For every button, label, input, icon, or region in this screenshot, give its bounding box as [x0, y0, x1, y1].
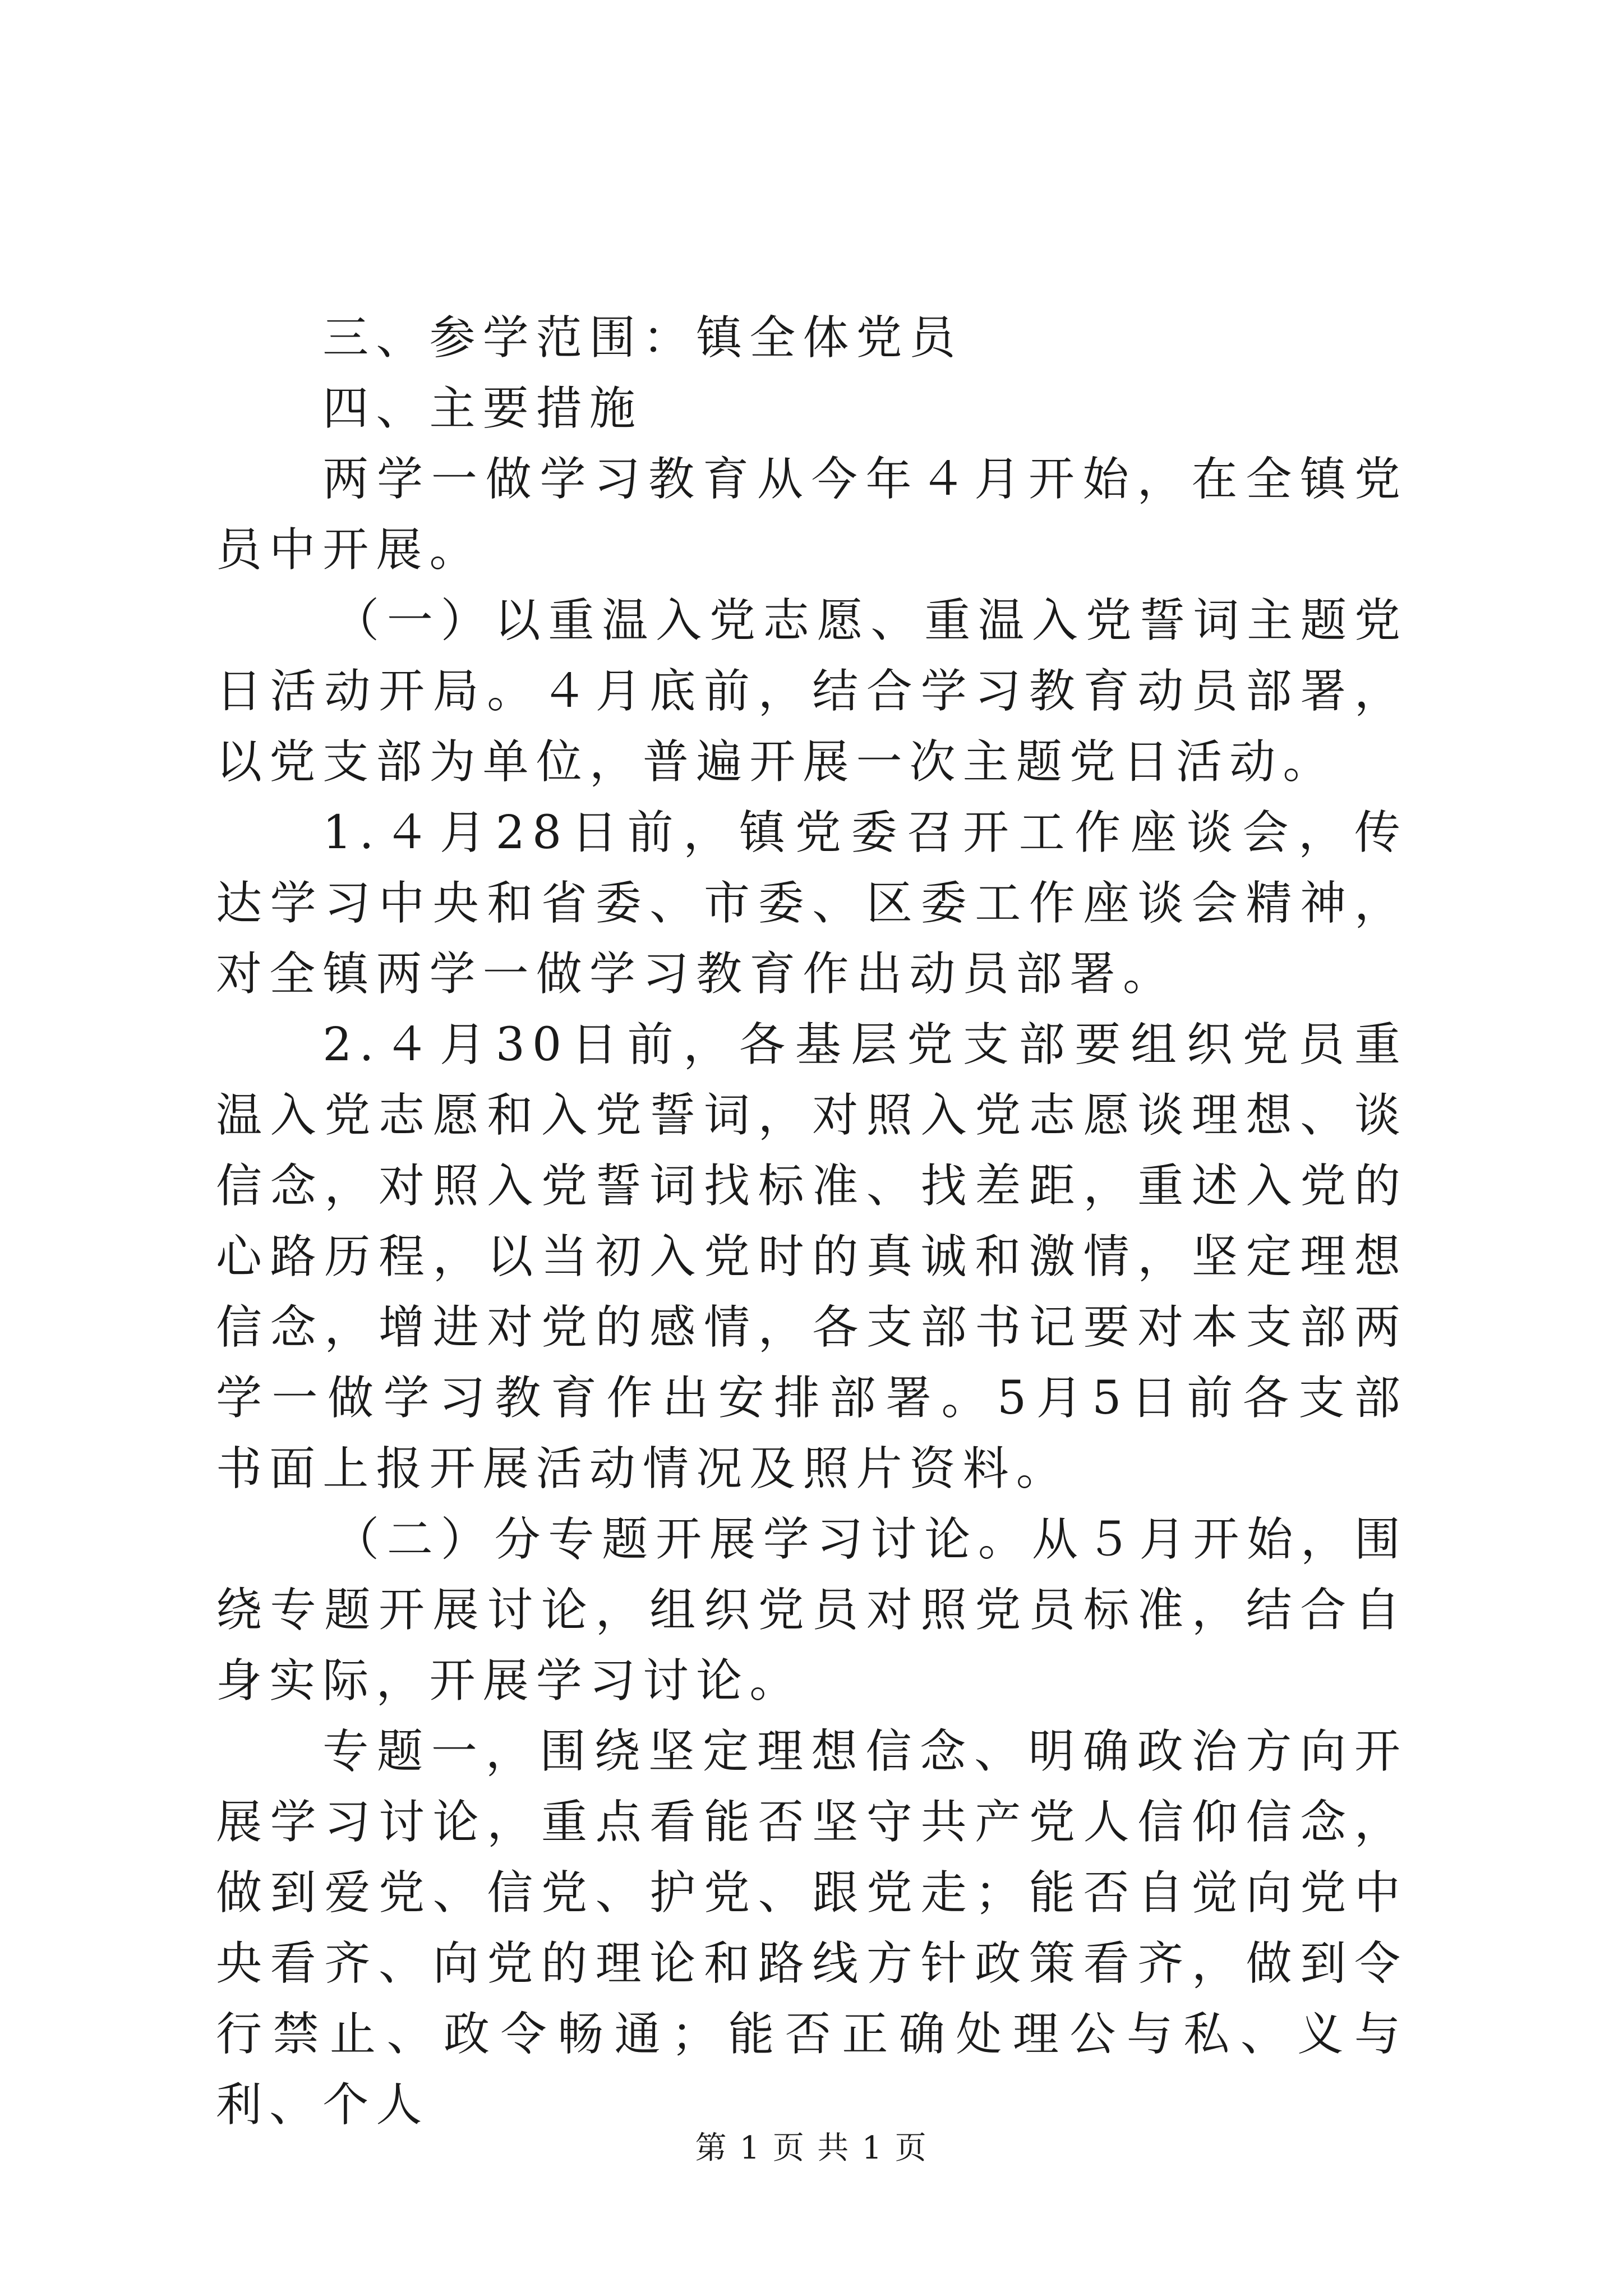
paragraph-intro: 两学一做学习教育从今年４月开始，在全镇党员中开展。	[216, 453, 1408, 577]
paragraph-section-two: （二）分专题开展学习讨论。从５月开始，围绕专题开展讨论，组织党员对照党员标准，结合自身实际，开展学习讨论。	[216, 1513, 1408, 1708]
page-footer: 第 1 页 共 1 页	[695, 2130, 928, 2166]
paragraph-item-two: 2.４月30日前，各基层党支部要组织党员重温入党志愿和入党誓词，对照入党志愿谈理想、谈信念，对照入党誓词找标准、找差距，重述入党的心路历程，以当初入党时的真诚和激情，坚定理想信念，增进对党的感情，各支部书记要对本支部两学一做学习教育作出安排部署。5月5日前各支部书面上报开展活动情况及照片资料。	[216, 1018, 1408, 1496]
paragraph-topic-one: 专题一，围绕坚定理想信念、明确政治方向开展学习讨论，重点看能否坚守共产党人信仰信念，做到爱党、信党、护党、跟党走；能否自觉向党中央看齐、向党的理论和路线方针政策看齐，做到令行禁止、政令畅通；能否正确处理公与私、义与利、个人	[216, 1725, 1408, 2132]
paragraph-item-one: 1.４月28日前，镇党委召开工作座谈会，传达学习中央和省委、市委、区委工作座谈会精神，对全镇两学一做学习教育作出动员部署。	[216, 806, 1408, 1001]
paragraph-measures-heading: 四、主要措施	[322, 382, 643, 435]
paragraph-section-one: （一）以重温入党志愿、重温入党誓词主题党日活动开局。４月底前，结合学习教育动员部署，以党支部为单位，普遍开展一次主题党日活动。	[216, 594, 1408, 789]
paragraph-scope: 三、参学范围：镇全体党员	[322, 311, 963, 365]
document-body	[216, 303, 1408, 2141]
